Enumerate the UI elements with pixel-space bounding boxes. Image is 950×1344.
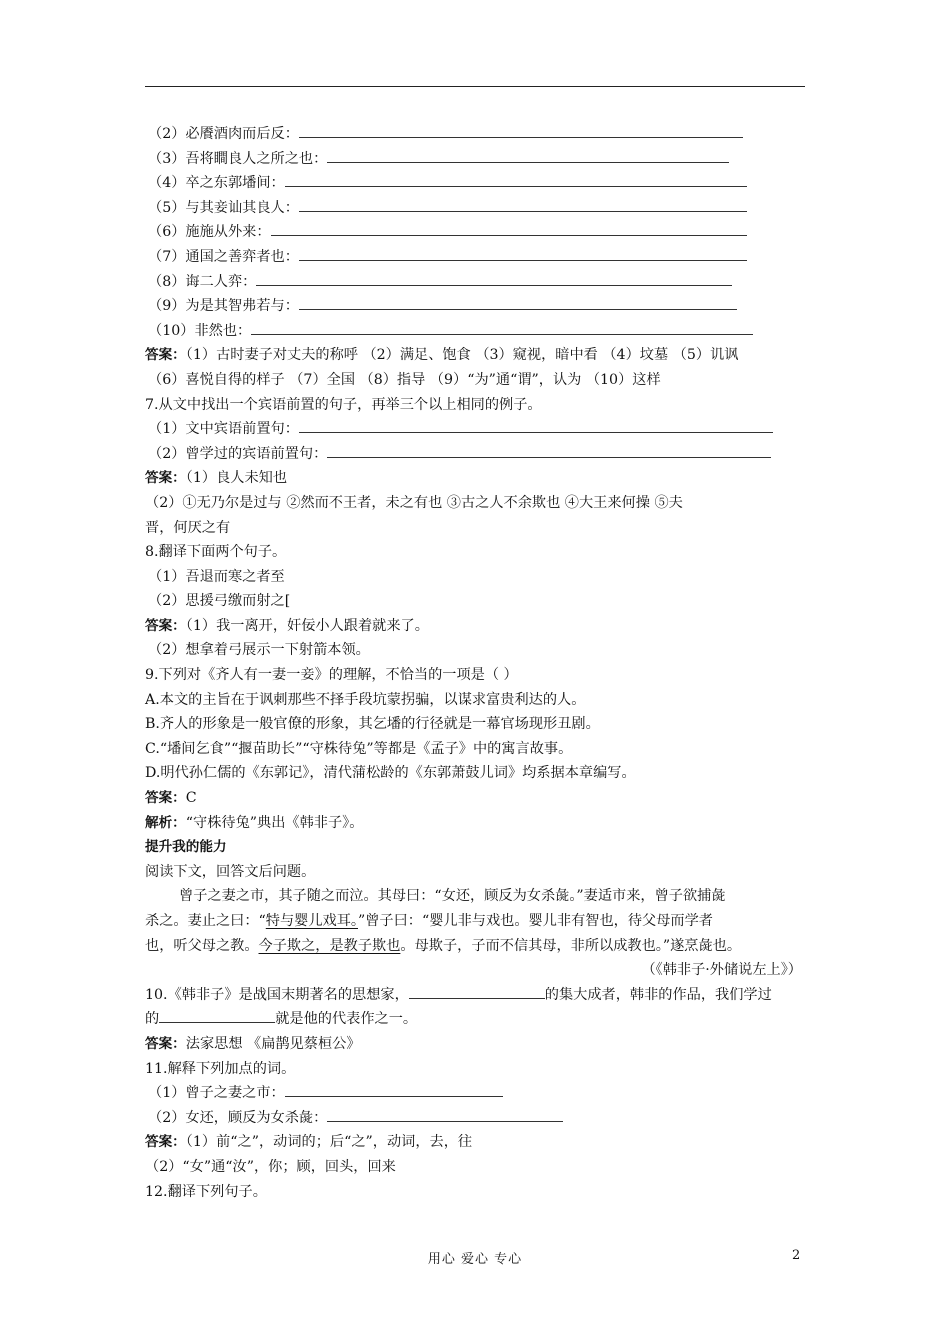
q11-item [145, 1106, 810, 1131]
answer-line: （2）“女”通“汝”，你；顾，回头，回来 [145, 1158, 396, 1175]
passage-text: 也，听父母之教。 [145, 937, 259, 954]
item-text: 施施从外来： [185, 224, 271, 241]
answer-text: （1）良人未知也 [185, 470, 288, 487]
item-text: 诲二人弈： [185, 273, 257, 290]
q7-item [145, 442, 810, 467]
item-text: 与其妾讪其良人： [185, 199, 299, 216]
underlined-sentence: 特与婴儿戏耳。 [265, 913, 358, 929]
answer-line [145, 1130, 810, 1155]
answer-label: 答案： [145, 790, 186, 807]
item-number: （3） [148, 150, 186, 167]
analysis-line [145, 811, 810, 836]
underlined-sentence: 今子欺之，是教子欺也 [258, 937, 401, 954]
passage-line [145, 909, 810, 934]
option-d: D.明代孙仁儒的《东郭记》，清代蒲松龄的《东郭萧鼓儿词》均系据本章编写。 [145, 765, 636, 782]
answer-blank[interactable] [285, 1082, 503, 1097]
q6-item [145, 147, 810, 172]
answer-line [145, 491, 810, 516]
q6-item [145, 270, 810, 295]
question-title: 11.解释下列加点的词。 [145, 1060, 296, 1077]
item-number: （2） [148, 1109, 186, 1126]
item-text: 文中宾语前置句： [185, 421, 299, 438]
item-number: （1） [148, 421, 186, 438]
question-text: 的 [145, 1011, 160, 1028]
passage-line [145, 934, 810, 959]
item-text: 女还，顾反为女杀彘： [185, 1109, 328, 1126]
q6-item [145, 171, 810, 196]
item-text: 卒之东郭墦间： [185, 175, 285, 192]
q6-item [145, 220, 810, 245]
item-number: （10） [148, 322, 195, 339]
answer-text: （1）古时妻子对丈夫的称呼 （2）满足、饱食 （3）窥视，暗中看 （4）坟墓 （5）讥讽 [185, 347, 739, 364]
page-content [145, 122, 810, 1204]
item-number: （4） [148, 175, 186, 192]
item-text: 通国之善弈者也： [185, 248, 299, 265]
q8-item: （1）吾退而寒之者至 [148, 568, 285, 585]
item-text: 吾将瞷良人之所之也： [185, 150, 328, 167]
answer-line [145, 343, 810, 368]
item-text: 曾学过的宾语前置句： [185, 445, 328, 462]
answer-blank[interactable] [159, 1008, 275, 1023]
answer-line [145, 614, 810, 639]
answer-blank[interactable] [285, 172, 747, 187]
question-title: 8.翻译下面两个句子。 [145, 544, 287, 561]
question-title: 12.翻译下列句子。 [145, 1183, 267, 1200]
q10-line [145, 1007, 810, 1032]
option-b: B.齐人的形象是一般官僚的形象，其乞墦的行径就是一幕官场现形丑剧。 [145, 716, 600, 733]
answer-text: C [185, 790, 197, 807]
passage-text: 。母欺子，子而不信其母，非所以成教也。”遂烹彘也。 [400, 937, 742, 954]
answer-text: 晋，何厌之有 [145, 519, 231, 536]
q6-item [145, 319, 810, 344]
answer-line [145, 786, 810, 811]
analysis-label: 解析： [145, 814, 186, 831]
passage-source: （《韩非子·外储说左上》） [641, 962, 802, 979]
q10-line [145, 983, 810, 1008]
item-number: （2） [148, 126, 186, 142]
item-number: （1） [148, 1085, 186, 1102]
reading-intro: 阅读下文，回答文后问题。 [145, 863, 316, 880]
answer-blank[interactable] [271, 221, 747, 236]
header-rule [145, 86, 805, 87]
item-number: （5） [148, 199, 186, 216]
footer-motto: 用心 爱心 专心 [427, 1252, 523, 1267]
question-title: 9.下列对《齐人有一妻一妾》的理解，不恰当的一项是（ ） [145, 667, 518, 684]
answer-blank[interactable] [299, 295, 737, 310]
answer-label: 答案： [145, 1035, 186, 1052]
question-text: 就是他的代表作之一。 [275, 1011, 418, 1028]
section-title [145, 835, 810, 860]
answer-blank[interactable] [251, 320, 753, 335]
item-text: 为是其智弗若与： [185, 298, 299, 315]
answer-text: （1）我一离开，奸佞小人跟着就来了。 [185, 617, 429, 634]
answer-label: 答案： [145, 1134, 186, 1151]
item-number: （6） [148, 224, 186, 241]
answer-label: 答案： [145, 470, 186, 487]
answer-line [145, 368, 810, 393]
passage-text: ”曾子曰：“婴儿非与戏也。婴儿非有智也，待父母而学者 [357, 913, 713, 929]
option-c: C.“墦间乞食”“揠苗助长”“守株待兔”等都是《孟子》中的寓言故事。 [145, 740, 573, 757]
item-number: （9） [148, 298, 186, 315]
item-text: 必餍酒肉而后反： [185, 126, 299, 142]
answer-line [145, 516, 810, 541]
answer-blank[interactable] [299, 197, 747, 212]
item-number: （8） [148, 273, 186, 290]
answer-label: 答案： [145, 347, 186, 364]
answer-blank[interactable] [299, 123, 743, 138]
answer-blank[interactable] [256, 271, 732, 286]
item-number: （2） [148, 445, 186, 462]
answer-line [145, 466, 810, 491]
answer-label: 答案： [145, 617, 186, 634]
q11-item [145, 1081, 810, 1106]
item-text: 曾子之妻之市： [185, 1085, 285, 1102]
answer-line [145, 1032, 810, 1057]
item-text: 非然也： [194, 322, 252, 339]
q6-item [145, 196, 810, 221]
answer-text: （6）喜悦自得的样子 （7）全国 （8）指导 （9）“为”通“谓”，认为 （10）这样 [148, 371, 661, 388]
question-text: 10.《韩非子》是战国末期著名的思想家， [145, 986, 409, 1003]
passage-text: 杀之。妻止之曰：“ [145, 913, 266, 929]
q6-item [145, 294, 810, 319]
section-title-text: 提升我的能力 [145, 839, 227, 856]
passage-line: 曾子之妻之市，其子随之而泣。其母曰：“女还，顾反为女杀彘。”妻适市来，曾子欲捕彘 [179, 888, 726, 905]
question-text: 的集大成者，韩非的作品，我们学过 [544, 986, 772, 1003]
answer-text: 法家思想 《扁鹊见蔡桓公》 [185, 1035, 361, 1052]
answer-text: （2）①无乃尔是过与 ②然而不王者，未之有也 ③古之人不余欺也 ④大王来何操 ⑤夫 [145, 494, 683, 511]
answer-blank[interactable] [327, 1107, 563, 1122]
item-number: （7） [148, 248, 186, 265]
option-a: A.本文的主旨在于讽刺那些不择手段坑蒙拐骗，以谋求富贵利达的人。 [145, 691, 586, 708]
analysis-text: “守株待兔”典出《韩非子》。 [185, 814, 364, 831]
answer-blank[interactable] [327, 148, 729, 163]
answer-text: （1）前“之”，动词的；后“之”，动词，去，往 [185, 1134, 473, 1151]
q6-item [145, 122, 810, 147]
answer-line: （2）想拿着弓展示一下射箭本领。 [148, 642, 370, 659]
page-number: 2 [792, 1248, 801, 1263]
q7-item [145, 417, 810, 442]
answer-blank[interactable] [327, 443, 771, 458]
answer-blank[interactable] [299, 418, 773, 433]
question-title: 7.从文中找出一个宾语前置的句子，再举三个以上相同的例子。 [145, 396, 542, 413]
answer-blank[interactable] [299, 246, 747, 261]
q8-item: （2）思援弓缴而射之[ [148, 593, 291, 610]
q6-item [145, 245, 810, 270]
answer-blank[interactable] [409, 984, 545, 999]
